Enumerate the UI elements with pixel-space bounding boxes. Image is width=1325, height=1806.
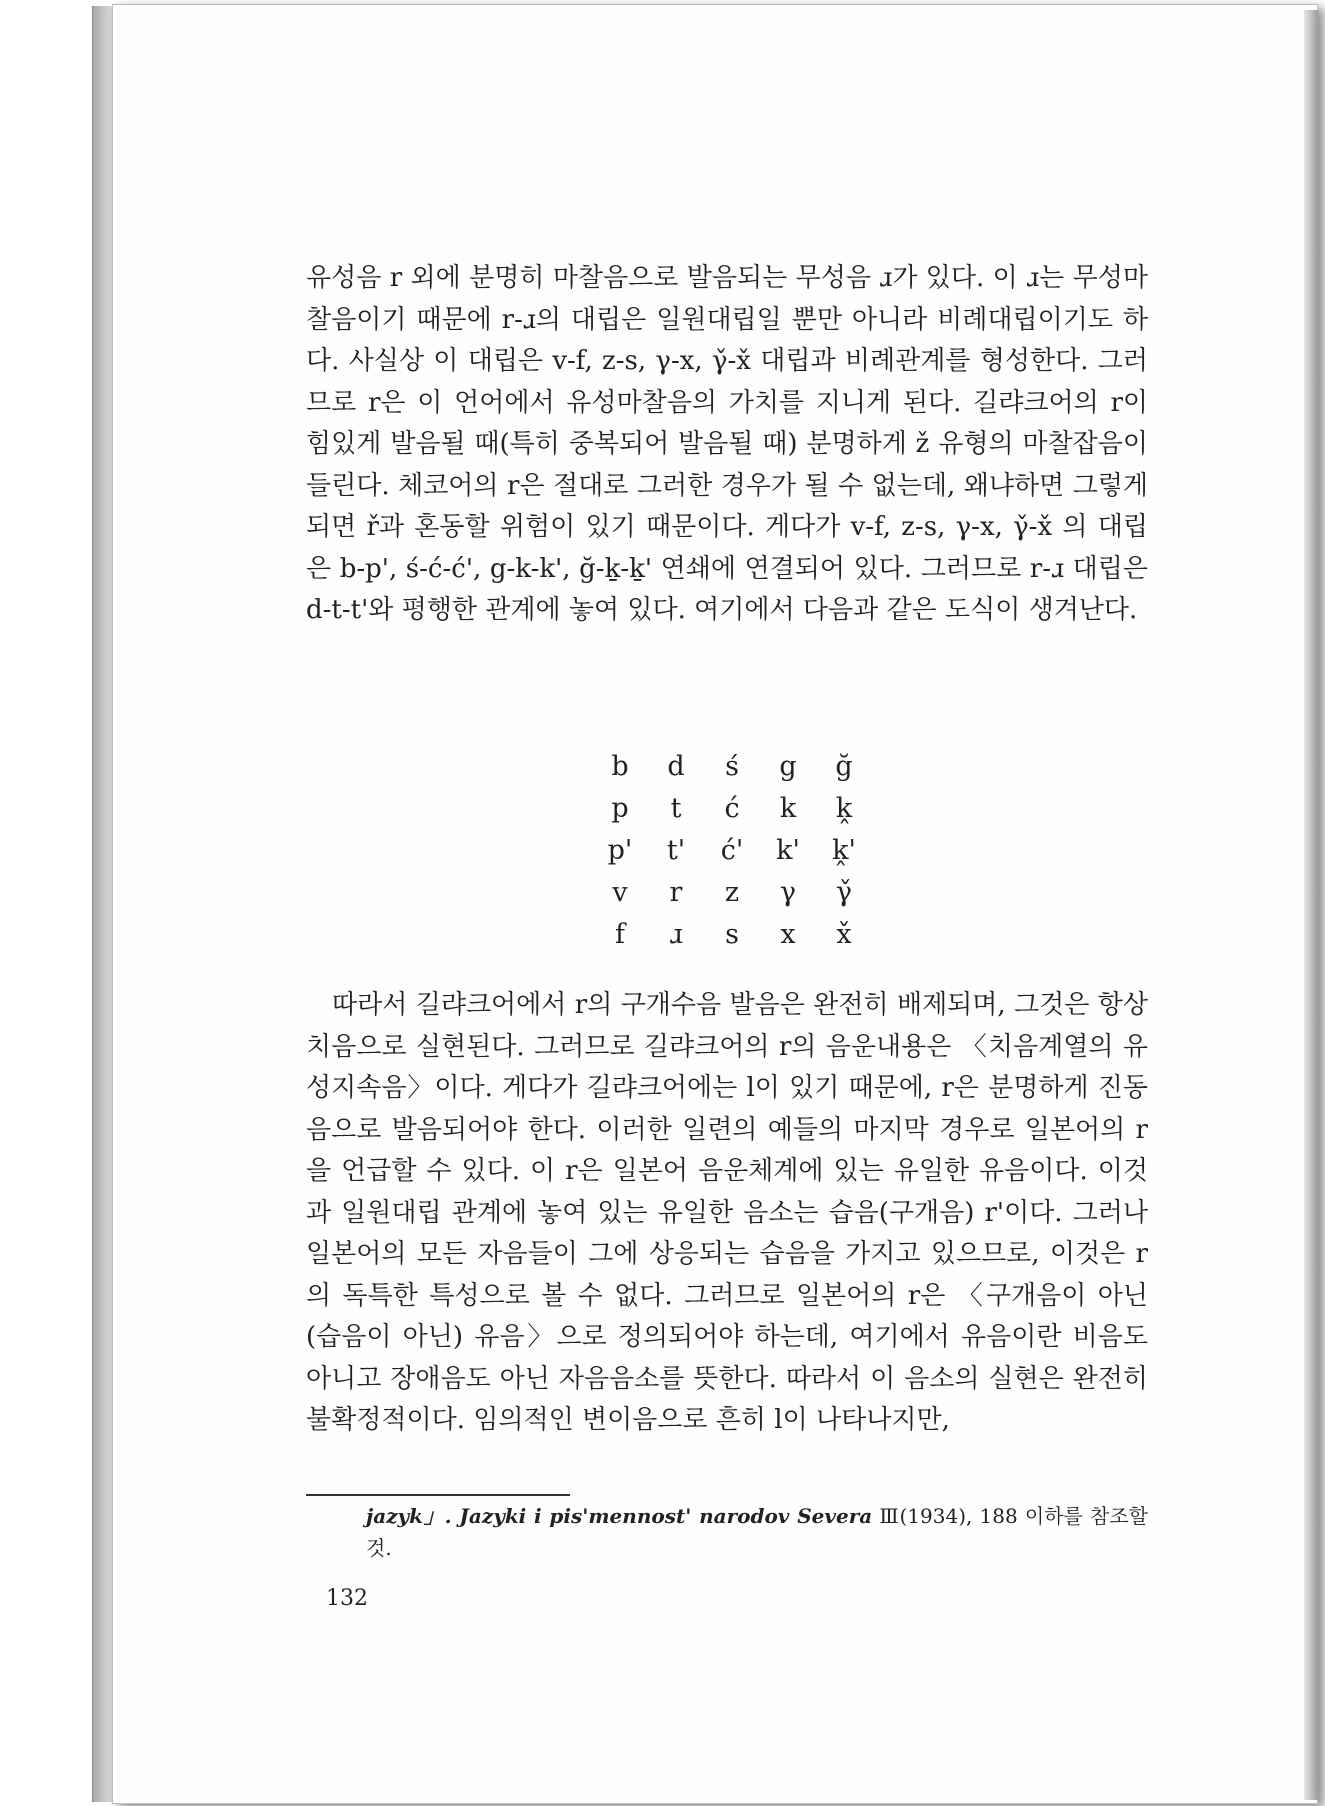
footnote-rest: Ⅲ(1934), 188 이하를 참조할 것. — [366, 1504, 1149, 1560]
chart-cell: r — [669, 876, 683, 908]
chart-cell: γ̌ — [835, 876, 853, 908]
chart-row — [592, 913, 872, 955]
chart-cell: ɹ — [669, 918, 683, 950]
chart-cell: γ — [779, 876, 797, 908]
chart-cell: x̌ — [836, 918, 852, 950]
chart-row — [592, 745, 872, 787]
chart-cell: ć — [724, 792, 740, 824]
chart-row — [592, 871, 872, 913]
chart-cell: t — [670, 792, 682, 824]
chart-cell: x — [780, 918, 796, 950]
chart-cell: ğ — [835, 750, 853, 782]
phoneme-chart — [592, 745, 872, 955]
chart-cell: z — [724, 876, 740, 908]
chart-cell: ś — [725, 750, 739, 782]
chart-cell: f — [615, 918, 625, 950]
chart-cell: k̭ — [835, 792, 853, 824]
chart-cell: p' — [607, 834, 633, 866]
chart-cell: v — [612, 876, 628, 908]
chart-cell: b — [611, 750, 629, 782]
page-edge-shadow — [1304, 10, 1318, 1800]
chart-cell: d — [667, 750, 685, 782]
chart-cell: k' — [776, 834, 800, 866]
chart-cell: t' — [666, 834, 686, 866]
paragraph-2: 따라서 길랴크어에서 r의 구개수음 발음은 완전히 배제되며, 그것은 항상 치음으로 실현된다. 그러므로 길랴크어의 r의 음운내용은 〈치음계열의 유성지속음〉이다. 게다가 길랴크어에는 l이 있기 때문에, r은 분명하게 진동음으로 발음되어야 한다. 이러한 일련의 예들의 마지막 경우로 일본어의 r을 언급할 수 있다. 이 r은 일본어 음운체계에 있는 유일한 유음이다. 이것과 일원대립 관계에 놓여 있는 유일한 음소는 습음(구개음) r'이다. 그러나 일본어의 모든 자음들이 그에 상응되는 습음을 가지고 있으므로, 이것은 r의 독특한 특성으로 볼 수 없다. 그러므로 일본어의 r은 〈구개음이 아닌(습음이 아닌) 유음〉으로 정의되어야 하는데, 여기에서 유음이란 비음도 아니고 장애음도 아닌 자음음소를 뜻한다. 따라서 이 음소의 실현은 완전히 불확정적이다. 임의적인 변이음으로 흔히 l이 나타나지만, — [306, 990, 1148, 1435]
chart-cell: k̭' — [832, 834, 856, 866]
footnote — [366, 1500, 1148, 1564]
page-number: 132 — [326, 1586, 368, 1611]
chart-cell: s — [725, 918, 739, 950]
chart-row — [592, 829, 872, 871]
chart-cell: p — [611, 792, 629, 824]
chart-row — [592, 787, 872, 829]
paragraph-1: 유성음 r 외에 분명히 마찰음으로 발음되는 무성음 ɹ가 있다. 이 ɹ는 무성마찰음이기 때문에 r-ɹ의 대립은 일원대립일 뿐만 아니라 비례대립이기도 하다. 사실상 이 대립은 v-f, z-s, γ-x, γ̌-x̌ 대립과 비례관계를 형성한다. 그러므로 r은 이 언어에서 유성마찰음의 가치를 지니게 된다. 길랴크어의 r이 힘있게 발음될 때(특히 중복되어 발음될 때) 분명하게 ž 유형의 마찰잡음이 들린다. 체코어의 r은 절대로 그러한 경우가 될 수 없는데, 왜냐하면 그렇게 되면 ř과 혼동할 위험이 있기 때문이다. 게다가 v-f, z-s, γ-x, γ̌-x̌ 의 대립은 b-p', ś-ć-ć', g-k-k', ğ-ḵ-ḵ' 연쇄에 연결되어 있다. 그러므로 r-ɹ 대립은 d-t-t'와 평행한 관계에 놓여 있다. 여기에서 다음과 같은 도식이 생겨난다. — [306, 263, 1148, 625]
chart-cell: ć' — [720, 834, 744, 866]
footnote-rule — [306, 1494, 570, 1496]
chart-cell: g — [779, 750, 797, 782]
footnote-italic: jazyk」. Jazyki i pis'mennost' narodov Severa — [366, 1504, 873, 1528]
chart-cell: k — [779, 792, 797, 824]
